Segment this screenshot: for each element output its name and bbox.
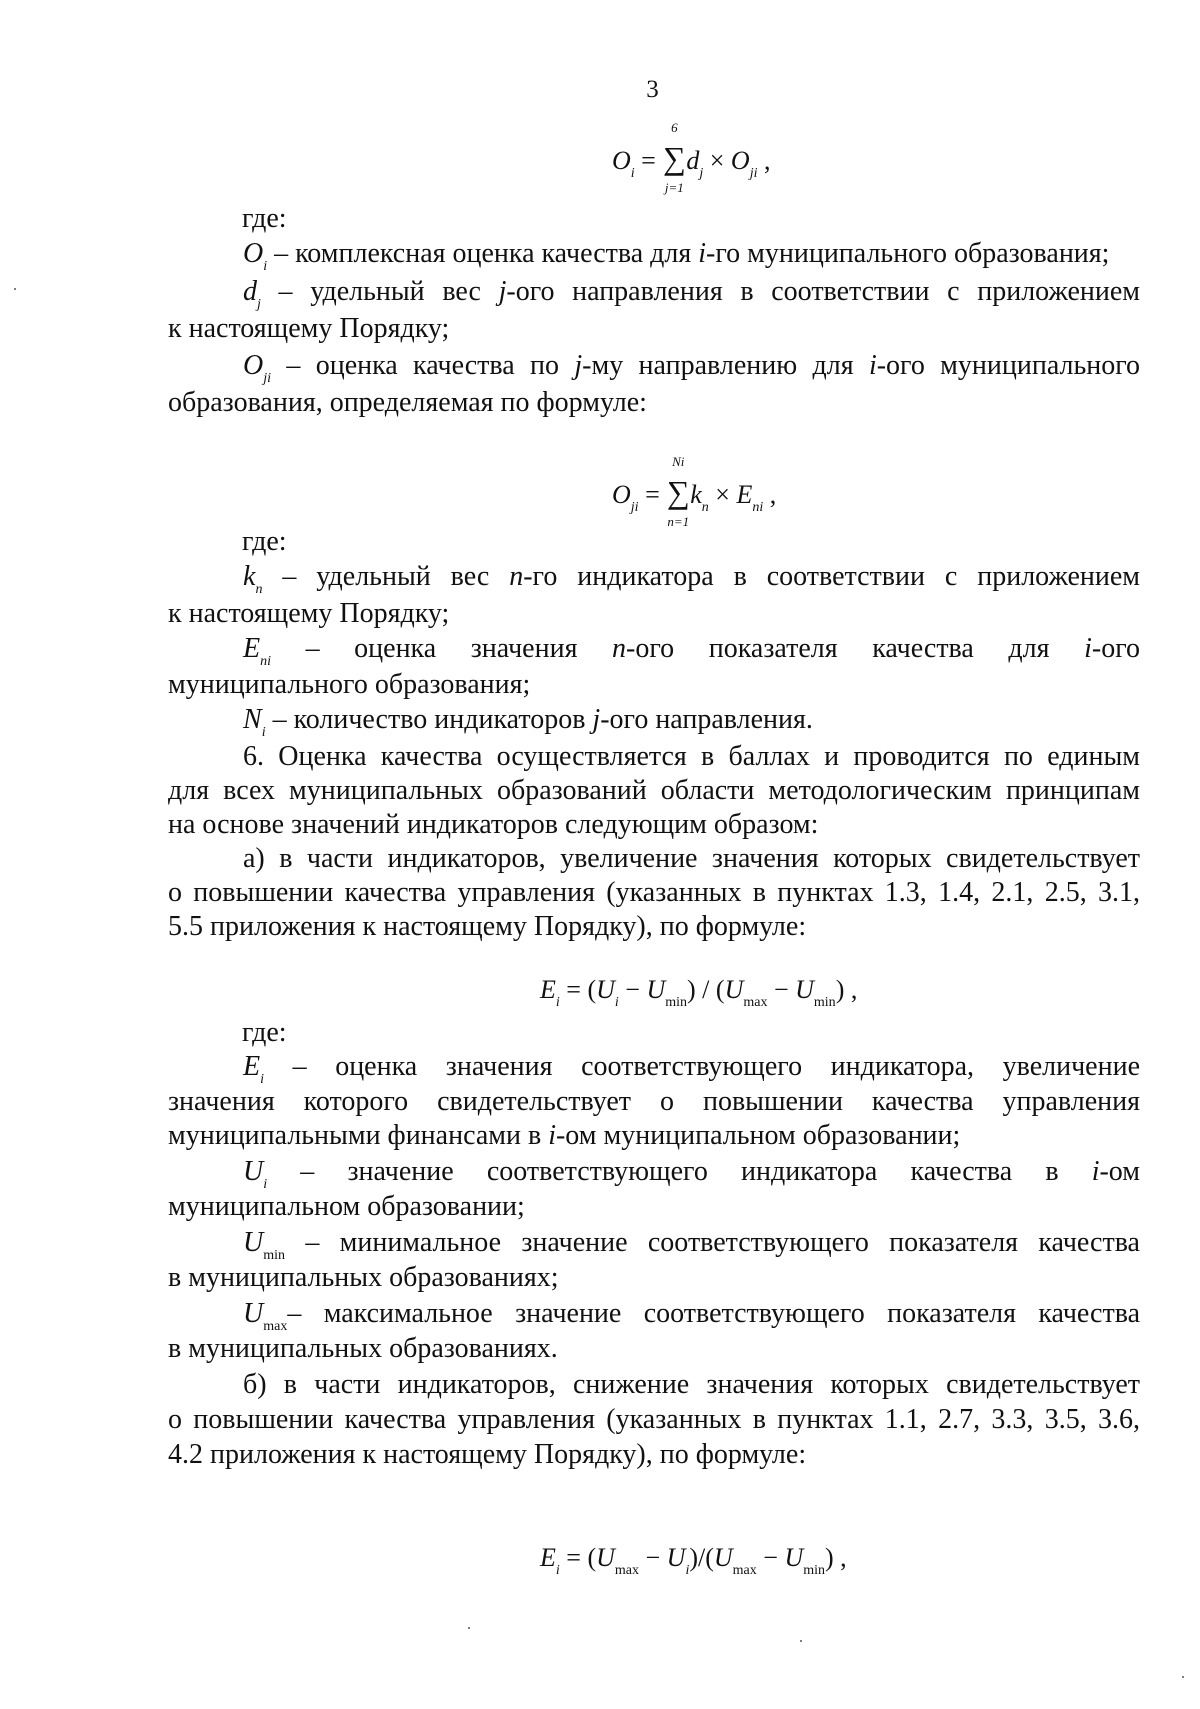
text-line: к настоящему Порядку; (168, 313, 450, 344)
where-label: где: (242, 526, 287, 557)
text-line: муниципальными финансами в i-ом муниципальном образовании; (168, 1120, 961, 1151)
text-line: муниципальном образовании; (168, 1191, 525, 1222)
text-line: образования, определяемая по формуле: (168, 387, 647, 418)
paragraph-b-line: б) в части индикаторов, снижение значения которых свидетельствует (243, 1369, 1140, 1400)
paragraph-b-line: 4.2 приложения к настоящему Порядку), по формуле: (168, 1439, 807, 1470)
definition-ei: $E_i$ – оценка значения соответствующего индикатора, увеличение (243, 1051, 1140, 1087)
text-line: значения которого свидетельствует о повышении качества управления (168, 1086, 1140, 1117)
scan-speck (800, 1640, 802, 1642)
text-line: муниципального образования; (168, 669, 531, 700)
definition-oji: $O_{ji}$ – оценка качества по j-му направлению для i-ого муниципального (243, 350, 1141, 386)
definition-dj: $d_j$ – удельный вес j-ого направления в соответствии с приложением (243, 276, 1140, 312)
paragraph-6-line: на основе значений индикаторов следующим образом: (168, 809, 819, 840)
where-label: где: (242, 203, 287, 234)
formula-increasing-indicator: $E_i = (U_i - U_{min}) / (U_{max} - U_{min})$ , (540, 975, 858, 1010)
text-line: в муниципальных образованиях. (168, 1333, 558, 1364)
formula-direction-score: $O_{ji}$ = ∑ Ni n=1 $k_n \times E_{ni}$ , (612, 454, 777, 529)
definition-eni: $E_{ni}$ – оценка значения n-ого показателя качества для i-ого (243, 633, 1140, 669)
formula-overall-score: $O_i$ = ∑ 6 j=1 $d_j \times O_{ji}$ , (612, 120, 771, 195)
paragraph-b-line: о повышении качества управления (указанных в пунктах 1.1, 2.7, 3.3, 3.5, 3.6, (168, 1404, 1140, 1435)
page-number: 3 (646, 76, 659, 103)
text-line: к настоящему Порядку; (168, 598, 450, 629)
paragraph-a-line: 5.5 приложения к настоящему Порядку), по формуле: (168, 911, 807, 942)
definition-umin: $U_{min}$ – минимальное значение соответствующего показателя качества (243, 1227, 1140, 1263)
definition-ui: $U_i$ – значение соответствующего индикатора качества в i-ом (243, 1156, 1140, 1192)
definition-ni: $N_i$ – количество индикаторов j-ого направления. (243, 704, 813, 740)
definition-umax: $U_{max}-$ максимальное значение соответствующего показателя качества (243, 1298, 1140, 1334)
sum-symbol: ∑ Ni n=1 (666, 454, 690, 529)
formula-decreasing-indicator: $E_i = (U_{max} - U_i)/(U_{max} - U_{min})$ , (540, 1543, 847, 1578)
scan-speck (468, 1627, 470, 1629)
text-line: в муниципальных образованиях; (168, 1262, 559, 1293)
paragraph-6-line: 6. Оценка качества осуществляется в баллах и проводится по единым (243, 741, 1140, 772)
paragraph-a-line: о повышении качества управления (указанных в пунктах 1.3, 1.4, 2.1, 2.5, 3.1, (168, 877, 1140, 908)
definition-kn: $k_n$ – удельный вес n-го индикатора в соответствии с приложением (243, 561, 1140, 597)
paragraph-6-line: для всех муниципальных образований области методологическим принципам (168, 775, 1140, 806)
scan-speck (14, 288, 16, 290)
paragraph-a-line: а) в части индикаторов, увеличение значения которых свидетельствует (243, 843, 1140, 874)
sum-symbol: ∑ 6 j=1 (662, 120, 686, 195)
where-label: где: (242, 1017, 287, 1048)
definition-oi: $O_i$ – комплексная оценка качества для i-го муниципального образования; (243, 238, 1110, 274)
scan-speck (1182, 1676, 1184, 1678)
